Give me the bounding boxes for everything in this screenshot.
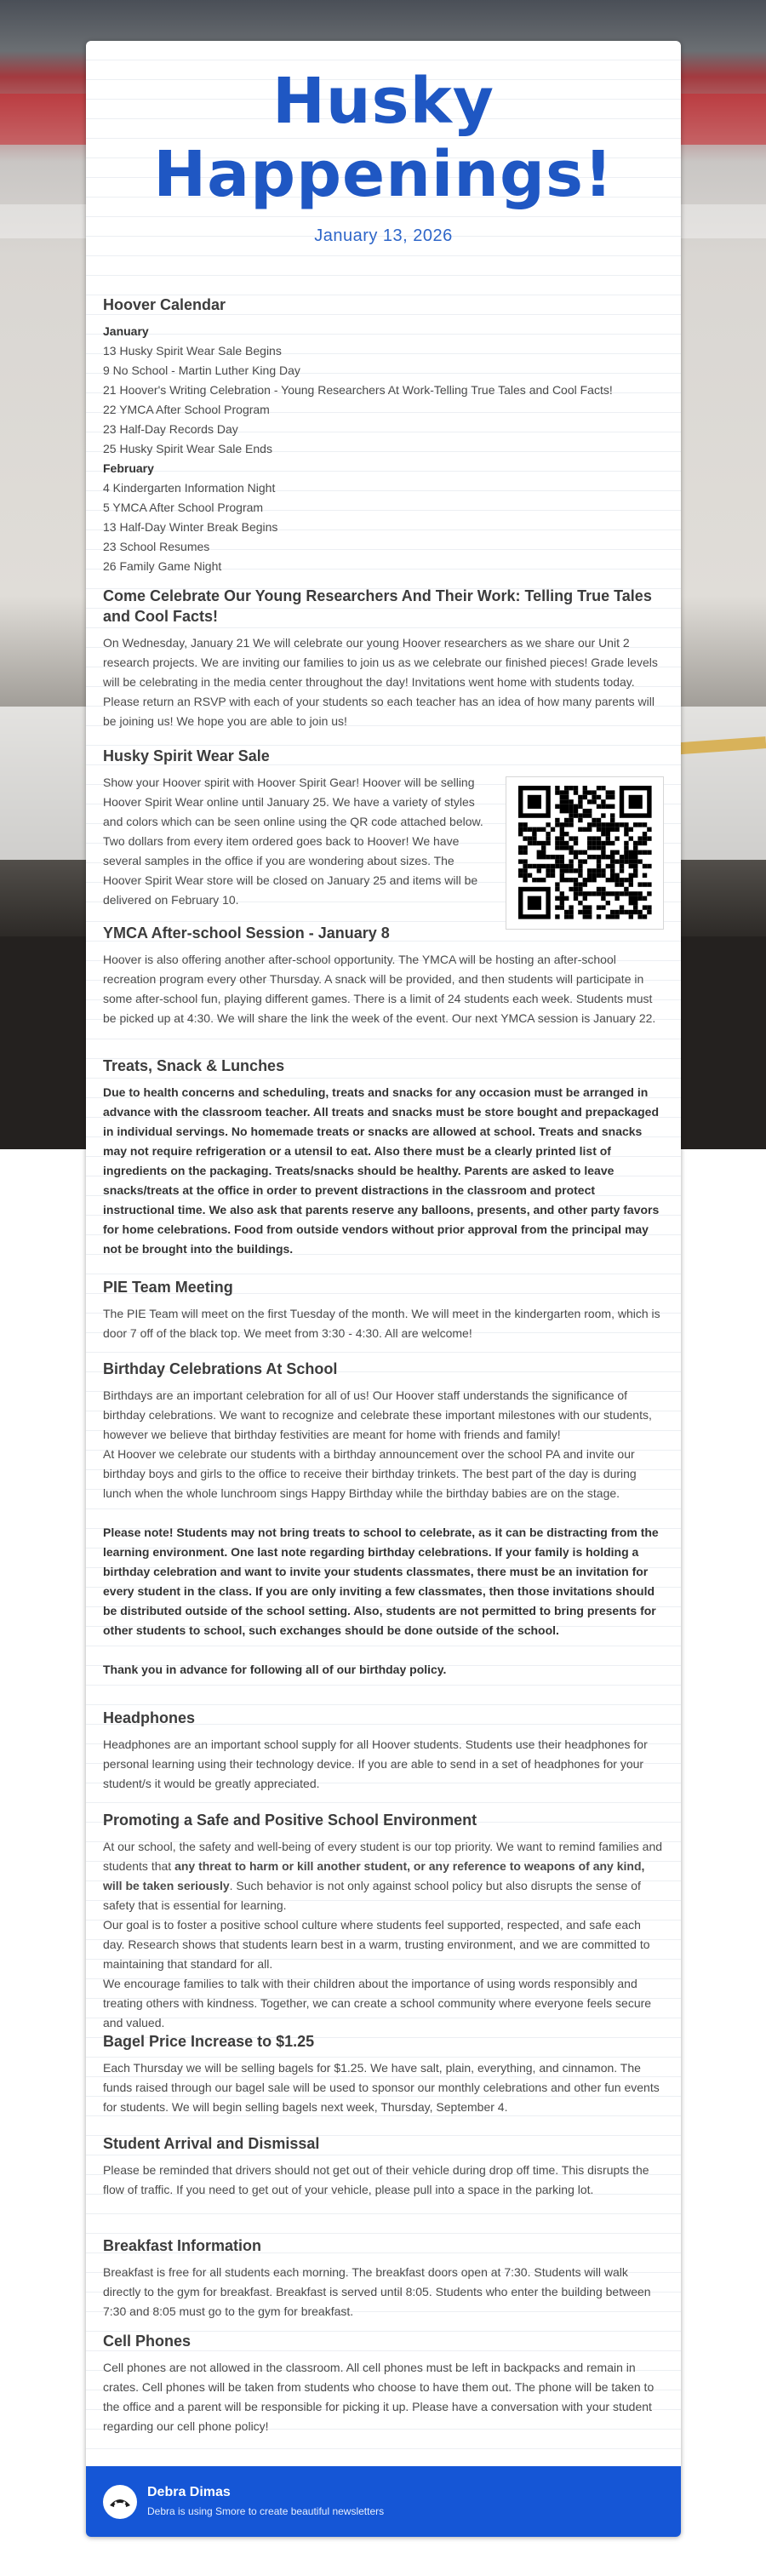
qr-code-icon	[506, 777, 663, 929]
safe-heading: Promoting a Safe and Positive School Environment	[103, 1812, 477, 1829]
calendar-list	[103, 322, 664, 576]
birthday-section	[86, 1359, 681, 1680]
breakfast-body: Breakfast is free for all students each morning. The breakfast doors open at 7:30. Students will walk directly to the gym for breakfast. Breakfast is served until 8:05. Students who enter the building between 7:30 and 8:05 must go to the gym for breakfast.	[103, 2265, 651, 2318]
newsletter-date: January 13, 2026	[314, 226, 453, 245]
birthday-heading: Birthday Celebrations At School	[103, 1360, 338, 1377]
ymca-heading: YMCA After-school Session - January 8	[103, 924, 390, 942]
newsletter-card	[86, 41, 681, 2537]
breakfast-heading: Breakfast Information	[103, 2237, 262, 2254]
list-item: 5 YMCA After School Program	[103, 501, 264, 514]
list-item: 23 School Resumes	[103, 540, 210, 553]
spirit-wear-heading: Husky Spirit Wear Sale	[103, 747, 270, 764]
footer[interactable]	[86, 2466, 681, 2537]
phones-heading: Cell Phones	[103, 2333, 192, 2350]
list-item: 13 Half-Day Winter Break Begins	[103, 520, 278, 534]
calendar-month: February	[103, 461, 154, 475]
treats-body: Due to health concerns and scheduling, treats and snacks for any occasion must be arranged in advance with the classroom teacher. All treats and snacks must be store bought and prepackaged in individual servings. No homemade treats or snacks are allowed at school. Treats and snacks may not require refrigeration or a utensil to eat. Also there must be a clearly printed list of ingredients on the packaging. Treats/snacks should be healthy. Parents are asked to leave snacks/treats at the office in order to prevent distractions in the classroom and protect instructional time. We also ask that parents reserve any balloons, presents, and other party favors for home celebrations. Food from outside vendors without prior approval from the principal may not be brought into the buildings.	[103, 1085, 660, 1256]
arrival-body: Please be reminded that drivers should not get out of their vehicle during drop off time. This disrupts the flow of traffic. If you need to get out of your vehicle, please pull into a space in the parking lot.	[103, 2163, 649, 2196]
husky-logo-icon	[103, 2485, 137, 2519]
safe-body-1c: . Such behavior is not only against school policy but also disrupts the sense of safety that is essential for learning.	[103, 1879, 641, 1912]
safe-body-1b: any threat to harm or kill another student, or any reference to weapons of any kind, will be taken seriously	[103, 1859, 645, 1892]
bagel-section	[86, 2031, 681, 2117]
birthday-body-1: Birthdays are an important celebration for all of us! Our Hoover staff understands the significance of birthday celebrations. We want to recognize and celebrate these important milestones with our students, however we believe that birthday festivities are meant for home with friends and family!	[103, 1388, 652, 1441]
list-item: 23 Half-Day Records Day	[103, 422, 238, 436]
calendar-heading: Hoover Calendar	[103, 296, 226, 313]
headphones-heading: Headphones	[103, 1709, 196, 1726]
newsletter-title: Husky Happenings!	[153, 65, 614, 211]
safe-environment-section	[86, 1810, 681, 2033]
cell-phones-section	[86, 2331, 681, 2436]
list-item: 22 YMCA After School Program	[103, 403, 270, 416]
list-item: 26 Family Game Night	[103, 559, 222, 573]
celebrate-heading: Come Celebrate Our Young Researchers And Their Work: Telling True Tales and Cool Facts!	[103, 587, 652, 625]
safe-body-1a: At our school, the safety and well-being of every student is our top priority. We want to remind families and students that	[103, 1840, 663, 1873]
pie-body: The PIE Team will meet on the first Tuesday of the month. We will meet in the kindergarten room, which is door 7 off of the black top. We meet from 3:30 - 4:30. All are welcome!	[103, 1307, 660, 1340]
masthead	[86, 41, 681, 246]
safe-body-2: Our goal is to foster a positive school culture where students feel supported, respected, and safe each day. Research shows that students learn best in a warm, trusting environment, and we are committed to maintaining that standard for all.	[103, 1918, 650, 1971]
celebrate-body: On Wednesday, January 21 We will celebrate our young Hoover researchers as we share our Unit 2 research projects. We are inviting our families to join us as we celebrate our finished pieces! Grade levels will be celebrating in the media center throughout the day! Invitations went home with students today. Please return an RSVP with each of your students so each teacher has an idea of how many parents will be joining us! We hope you are able to join us!	[103, 636, 658, 728]
arrival-heading: Student Arrival and Dismissal	[103, 2135, 320, 2152]
birthday-body-2: At Hoover we celebrate our students with a birthday announcement over the school PA and invite our birthday boys and girls to the office to receive their birthday trinkets. The best part of the day is during lunch when the whole lunchroom sings Happy Birthday while the birthday babies are on the stage.	[103, 1447, 637, 1500]
birthday-note: Please note! Students may not bring treats to school to celebrate, as it can be distracting from the learning environment. One last note regarding birthday celebrations. If your family is holding a birthday celebration and want to invite your students classmates, there must be an invitation for every student in the class. If you are only inviting a few classmates, then those invitations should be distributed outside of the school setting. Also, students are not permitted to bring presents for other students to school, such exchanges should be done outside of the school.	[103, 1526, 659, 1637]
safe-body-1	[103, 1837, 664, 1915]
calendar-month: January	[103, 324, 149, 338]
bagel-heading: Bagel Price Increase to $1.25	[103, 2033, 315, 2050]
safe-body-3: We encourage families to talk with their children about the importance of using words responsibly and treating others with kindness. Together, we can create a school community where everyone feels secure and valued.	[103, 1977, 652, 2029]
list-item: 13 Husky Spirit Wear Sale Begins	[103, 344, 282, 358]
smore-tagline[interactable]: Debra is using Smore to create beautiful newsletters	[147, 2505, 385, 2517]
avatar[interactable]	[103, 2485, 137, 2519]
breakfast-section	[86, 2235, 681, 2321]
spirit-wear-body: Show your Hoover spirit with Hoover Spirit Gear! Hoover will be selling Hoover Spirit Wear online until January 25. We have a variety of styles and colors which can be seen online using the QR code attached below. Two dollars from every item ordered goes back to Hoover! We have several samples in the office if you are wondering about sizes. The Hoover Spirit Wear store will be closed on January 25 and items will be delivered on February 10.	[103, 776, 483, 907]
birthday-thanks: Thank you in advance for following all of our birthday policy.	[103, 1663, 447, 1676]
pie-heading: PIE Team Meeting	[103, 1279, 233, 1296]
list-item: 25 Husky Spirit Wear Sale Ends	[103, 442, 272, 455]
calendar-section	[86, 295, 681, 576]
bagel-body: Each Thursday we will be selling bagels for $1.25. We have salt, plain, everything, and cinnamon. The funds raised through our bagel sale will be used to sponsor our monthly celebrations and other fun events for students. We will begin selling bagels next week, Thursday, September 4.	[103, 2061, 660, 2114]
arrival-section	[86, 2133, 681, 2200]
headphones-body: Headphones are an important school supply for all Hoover students. Students use their headphones for personal learning using their technology device. If you are able to send in a set of headphones for your student/s it would be greatly appreciated.	[103, 1737, 648, 1790]
ymca-body: Hoover is also offering another after-school opportunity. The YMCA will be hosting an after-school recreation program every other Thursday. A snack will be provided, and then students will participate in some after-school fun, playing different games. There is a limit of 24 students each week. Students must be picked up at 4:30. We will share the link the week of the event. Our next YMCA session is January 22.	[103, 953, 656, 1025]
ymca-section	[86, 923, 681, 1028]
list-item: 4 Kindergarten Information Night	[103, 481, 276, 495]
list-item: 21 Hoover's Writing Celebration - Young Researchers At Work-Telling True Tales and Cool Facts!	[103, 383, 613, 397]
list-item: 9 No School - Martin Luther King Day	[103, 364, 300, 377]
author-name[interactable]: Debra Dimas	[147, 2485, 231, 2499]
phones-body: Cell phones are not allowed in the classroom. All cell phones must be left in backpacks and remain in crates. Cell phones will be taken from students who choose to have them out. The phone will be taken to the office and a parent will be responsible for picking it up. Please have a conversation with your student regarding our cell phone policy!	[103, 2361, 655, 2433]
treats-section	[86, 1056, 681, 1259]
pie-section	[86, 1277, 681, 1343]
celebrate-section	[86, 586, 681, 731]
spirit-wear-section	[86, 746, 681, 935]
qr-code-image[interactable]	[506, 776, 664, 930]
treats-heading: Treats, Snack & Lunches	[103, 1057, 285, 1074]
headphones-section	[86, 1708, 681, 1794]
